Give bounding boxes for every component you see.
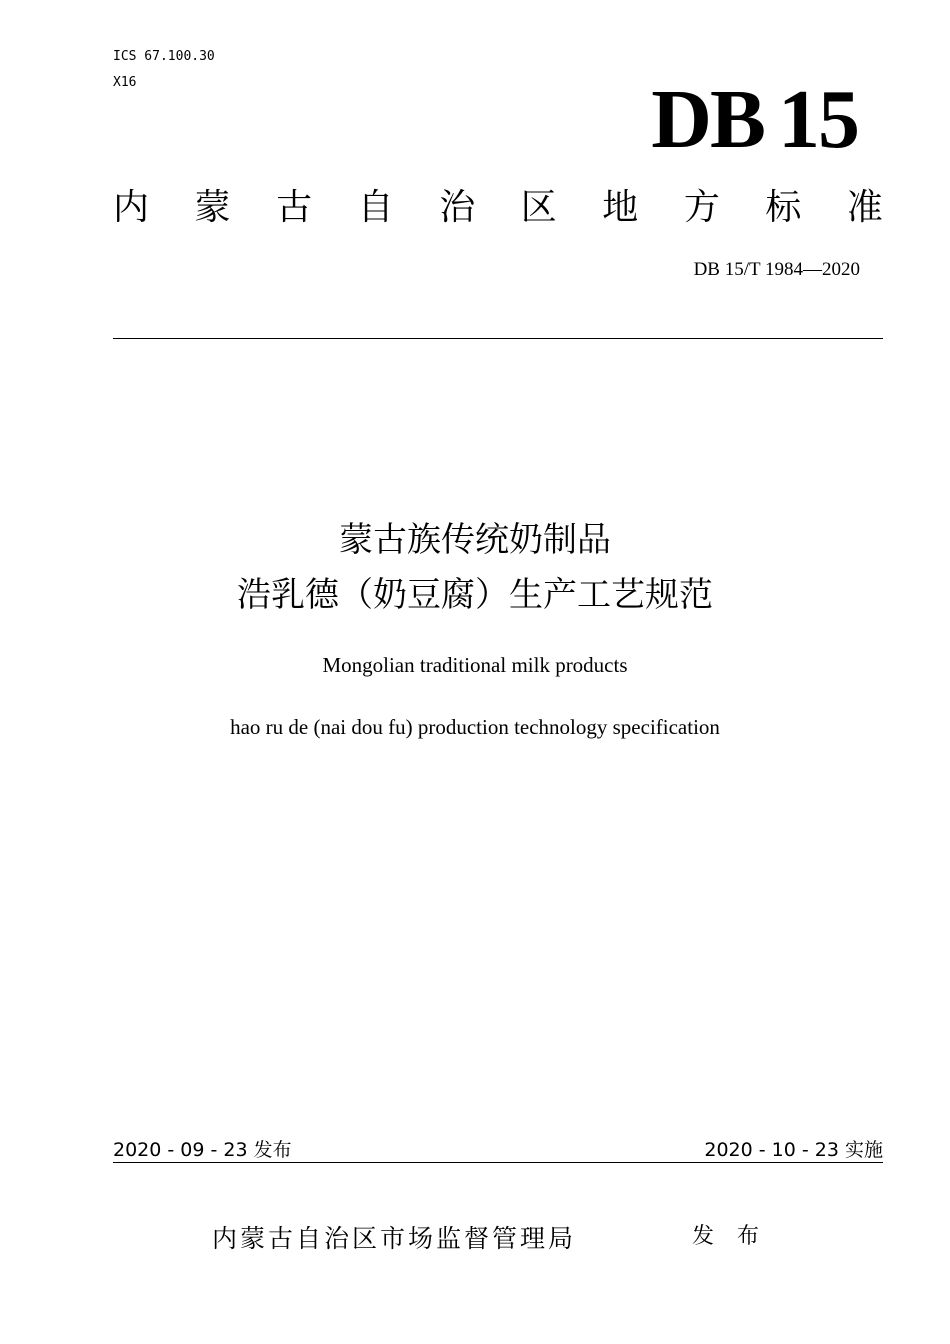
title-en-line2: hao ru de (nai dou fu) production technology specification <box>230 715 720 739</box>
standard-type <box>113 186 883 230</box>
logo-prefix: DB <box>651 73 764 166</box>
standard-type-char: 标 <box>765 187 802 228</box>
implement-date: 2020 - 10 - 23 实施 <box>704 1139 883 1161</box>
standard-type-char: 蒙 <box>194 187 231 228</box>
standard-type-char: 古 <box>276 187 313 228</box>
logo-code: 15 <box>778 73 858 166</box>
title-cn-line1: 蒙古族传统奶制品 <box>339 520 611 560</box>
standard-type-char: 治 <box>439 187 476 228</box>
standard-type-char: 方 <box>683 187 720 228</box>
issue-action: 发 布 <box>692 1224 767 1249</box>
footer-divider <box>113 1162 883 1163</box>
standard-type-char: 自 <box>357 187 394 228</box>
db-logo <box>651 72 858 168</box>
title-en-line1: Mongolian traditional milk products <box>322 653 628 677</box>
standard-type-char: 内 <box>113 187 150 228</box>
header-divider <box>113 338 883 339</box>
standard-number: DB 15/T 1984—2020 <box>693 259 860 280</box>
standard-type-char: 区 <box>520 187 557 228</box>
classification-code: X16 <box>113 75 137 90</box>
ics-code: ICS 67.100.30 <box>113 49 215 64</box>
standard-type-char: 地 <box>602 187 639 228</box>
title-cn-line2: 浩乳德（奶豆腐）生产工艺规范 <box>237 575 713 615</box>
publish-date: 2020 - 09 - 23 发布 <box>113 1139 292 1161</box>
standard-type-char: 准 <box>846 187 883 228</box>
issuer-name: 内蒙古自治区市场监督管理局 <box>212 1224 577 1253</box>
